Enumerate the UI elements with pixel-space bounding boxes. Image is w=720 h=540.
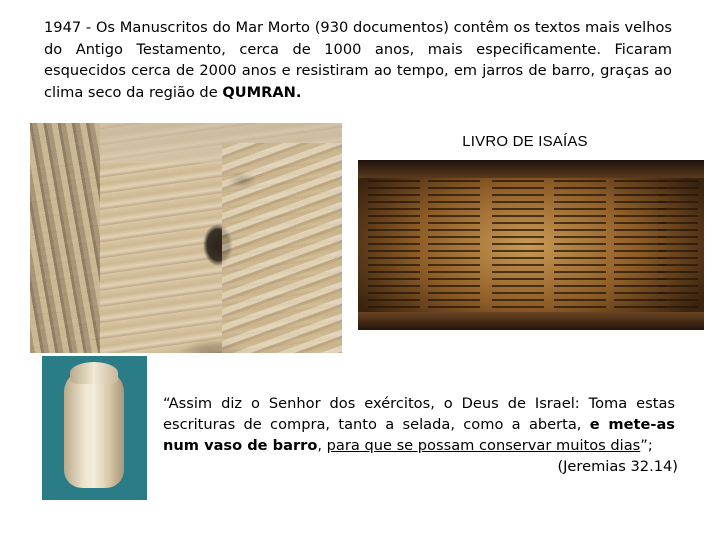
caves-left-cliff	[30, 123, 100, 353]
qumran-caves-photo	[30, 123, 342, 353]
intro-place: QUMRAN.	[222, 83, 302, 101]
caves-right-cliff	[222, 143, 342, 353]
jar-lid	[70, 362, 118, 384]
intro-paragraph	[44, 17, 672, 103]
quote-bold: e mete-as num vaso de barro	[163, 415, 675, 454]
scroll-text-column	[428, 178, 480, 308]
quote-part1: “Assim diz o Senhor dos exércitos, o Deus de Israel: Toma estas escrituras de compra, tanto a selada, como a aberta,	[163, 395, 675, 433]
scroll-top-edge	[358, 160, 704, 178]
scroll-text-column	[368, 178, 420, 308]
scroll-text-column	[492, 178, 544, 308]
scroll-text-column	[658, 178, 698, 308]
quote-underlined: para que se possam conservar muitos dias	[326, 436, 641, 454]
scroll-text-column	[554, 178, 606, 308]
jar-body	[64, 370, 124, 488]
isaiah-scroll-photo	[358, 160, 704, 330]
scroll-bottom-edge	[358, 312, 704, 330]
quote-part3: ”;	[640, 436, 653, 454]
scroll-caption: LIVRO DE ISAÍAS	[462, 133, 588, 150]
intro-text: 1947 - Os Manuscritos do Mar Morto (930 documentos) contêm os textos mais velhos do Antigo Testamento, cerca de 1000 anos, mais especificamente. Ficaram esquecidos cerca de 2000 anos e resistiram ao tempo, em jarros de barro, graças ao clima seco da região de	[44, 19, 672, 101]
jeremiah-quote	[163, 394, 675, 456]
clay-jar-photo	[42, 356, 147, 500]
quote-reference: (Jeremias 32.14)	[557, 458, 678, 475]
quote-part2: ,	[317, 436, 327, 454]
